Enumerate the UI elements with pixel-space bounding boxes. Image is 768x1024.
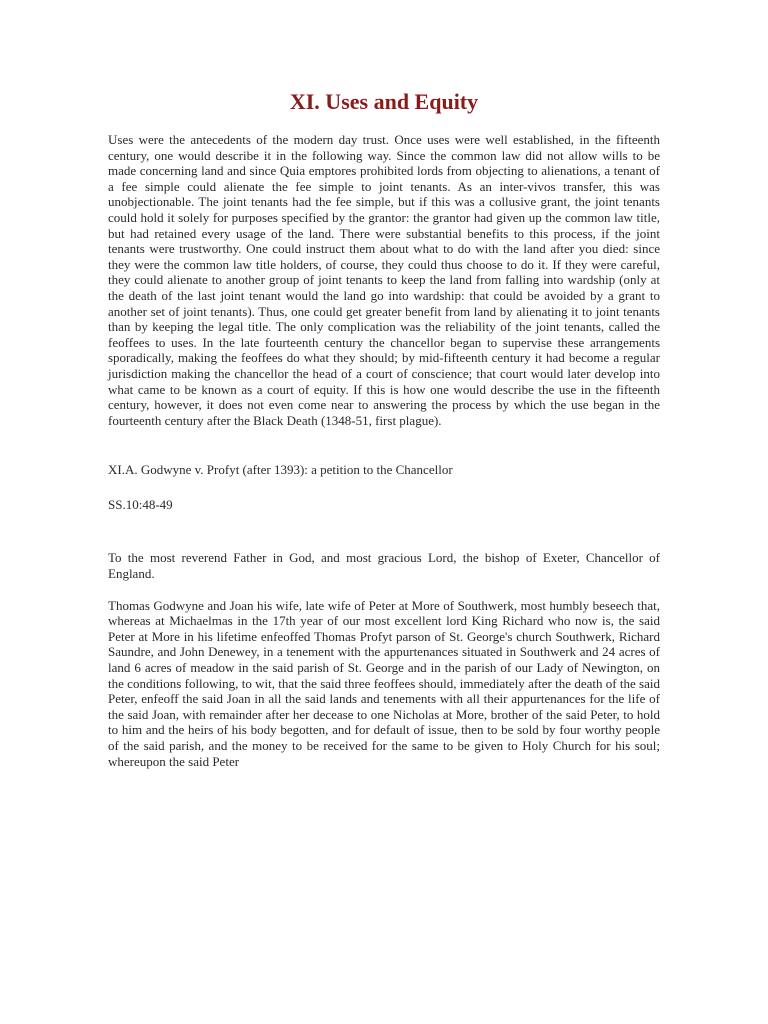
section-heading: XI.A. Godwyne v. Profyt (after 1393): a petition to the Chancellor	[108, 462, 453, 478]
petition-paragraph: Thomas Godwyne and Joan his wife, late wife of Peter at More of Southwerk, most humbly beseech that, whereas at Michaelmas in the 17th year of our most excellent lord King Richard who now is, the said Peter at More in his lifetime enfeoffed Thomas Profyt parson of St. George's church Southwerk, Richard Saundre, and John Denewey, in a tenement with the appurtenances situated in Southwerk and 24 acres of land 6 acres of meadow in the said parish of St. George and in the parish of our Lady of Newington, on the conditions following, to wit, that the said three feoffees should, immediately after the death of the said Peter, enfeoff the said Joan in all the said lands and tenements with all their appurtenances for the life of the said Joan, with remainder after her decease to one Nicholas at More, brother of the said Peter, to hold to him and the heirs of his body begotten, and for default of issue, then to be sold by four worthy people of the said parish, and the money to be received for the same to be given to Holy Church for his soul; whereupon the said Peter	[108, 597, 660, 769]
document-page	[108, 0, 660, 769]
intro-paragraph: Uses were the antecedents of the modern day trust. Once uses were well established, in the fifteenth century, one would describe it in the following way. Since the common law did not allow wills to be made concerning land and since Quia emptores prohibited lords from objecting to alienations, a tenant of a fee simple could alienate the fee simple to joint tenants. As an inter-vivos transfer, this was unobjectionable. The joint tenants had the fee simple, but if this was a collusive grant, the joint tenants could hold it solely for purposes specified by the grantor: the grantor had given up the common law title, but had retained every usage of the land. There were substantial benefits to this process, if the joint tenants were trustworthy. One could instruct them about what to do with the land after you died: since they were the common law title holders, of course, they could thus choose to do it. If they were careful, they could alienate to another group of joint tenants to keep the land from falling into wardship (only at the death of the last joint tenant would the land go into wardship: that could be avoided by a grant to another set of joint tenants). Thus, one could get greater benefit from land by alienating it to joint tenants than by keeping the legal title. The only complication was the reliability of the joint tenants, called the feoffees to uses. In the late fourteenth century the chancellor began to supervise these arrangements sporadically, making the feoffees do what they should; by mid-fifteenth century it had become a regular jurisdiction making the chancellor the head of a court of conscience; that court would later develop into what came to be known as a court of equity. If this is how one would describe the use in the fifteenth century, however, it does not even come near to answering the process by which the use began in the fourteenth century after the Black Death (1348-51, first plague).	[108, 132, 660, 428]
source-reference: SS.10:48-49	[108, 496, 173, 512]
document-title: XI. Uses and Equity	[289, 89, 479, 114]
petition-address: To the most reverend Father in God, and most gracious Lord, the bishop of Exeter, Chancellor of England.	[108, 550, 660, 582]
